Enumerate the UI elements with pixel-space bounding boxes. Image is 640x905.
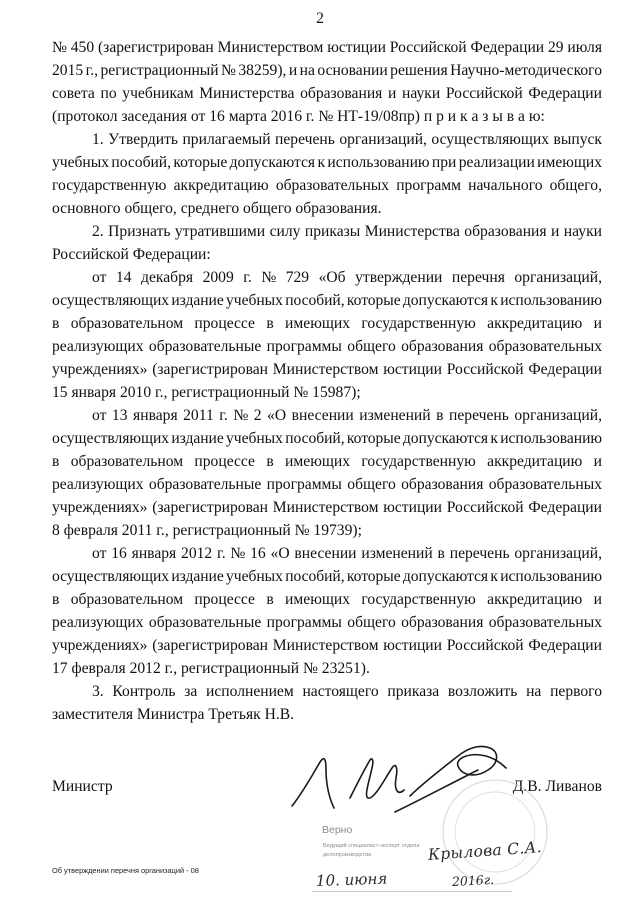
signature-stroke [350, 759, 404, 798]
repealed-order-line: 17 февраля 2012 г., регистрационный № 23251). [52, 660, 370, 677]
preamble-line: совета по учебникам Министерства образования и науки Российской Федерации [52, 85, 602, 102]
item-3-paragraph [52, 680, 602, 726]
preamble-line: (протокол заседания от 16 марта 2016 г. № НТ-19/08пр) п р и к а з ы в а ю: [52, 108, 545, 125]
repealed-order-line: осуществляющих издание учебных пособий, которые допускаются к использованию [52, 292, 602, 309]
item-2-line: Российской Федерации: [52, 246, 211, 263]
item-2-paragraph [52, 220, 602, 266]
signatory-role: Министр [52, 778, 113, 795]
item-1-line: государственную аккредитацию образовательных программ начального общего, [52, 177, 602, 194]
signatory-name: Д.В. Ливанов [512, 778, 602, 795]
signature-stroke [292, 759, 334, 808]
repealed-order-line: от 13 января 2011 г. № 2 «О внесении изменений в перечень организаций, [92, 407, 602, 424]
repealed-order-line: реализующих образовательные программы общего образования образовательных [52, 338, 602, 355]
item-1-line: учебных пособий, которые допускаются к использованию при реализации имеющих [52, 154, 602, 171]
stamp-date-underline [312, 891, 512, 892]
certification-stamp-line: Ведущий специалист-эксперт отдела [323, 843, 420, 849]
repealed-order-line: в образовательном процессе в имеющих государственную аккредитацию и [52, 453, 602, 470]
repealed-order-line: от 14 декабря 2009 г. № 729 «Об утверждении перечня организаций, [92, 269, 602, 286]
handwritten-certifier-name: Крылова С.А. [427, 838, 543, 864]
preamble-line: 2015 г., регистрационный № 38259), и на основании решения Научно-методического [52, 62, 602, 79]
item-1-line: основного общего, среднего общего образования. [52, 200, 382, 217]
preamble-paragraph [52, 36, 602, 128]
repealed-order-line: реализующих образовательные программы общего образования образовательных [52, 614, 602, 631]
repealed-order-line: учреждениях» (зарегистрирован Министерством юстиции Российской Федерации [52, 637, 602, 654]
repealed-order-1 [52, 266, 602, 404]
item-3-line: заместителя Министра Третьяк Н.В. [52, 706, 295, 723]
repealed-order-line: 8 февраля 2011 г., регистрационный № 19739); [52, 522, 362, 539]
item-3-line: 3. Контроль за исполнением настоящего приказа возложить на первого [92, 683, 602, 700]
signature-graphic [292, 746, 506, 812]
repealed-order-2 [52, 404, 602, 542]
certification-stamp-line: делопроизводства [323, 852, 372, 858]
repealed-order-line: учреждениях» (зарегистрирован Министерством юстиции Российской Федерации [52, 499, 602, 516]
repealed-order-line: учреждениях» (зарегистрирован Министерством юстиции Российской Федерации [52, 361, 602, 378]
repealed-order-line: от 16 января 2012 г. № 16 «О внесении изменений в перечень организаций, [92, 545, 602, 562]
item-2-line: 2. Признать утратившими силу приказы Министерства образования и науки [92, 223, 602, 240]
handwritten-date-day-month: 10. июня [315, 869, 388, 890]
repealed-order-line: 15 января 2010 г., регистрационный № 15987); [52, 384, 361, 401]
signature-stroke [410, 746, 506, 796]
document-body [52, 36, 602, 726]
signature-stroke [395, 770, 478, 812]
certification-stamp-title: Верно [322, 824, 353, 836]
item-1-paragraph [52, 128, 602, 220]
handwritten-date-year: 2016г. [451, 871, 495, 889]
repealed-order-line: осуществляющих издание учебных пособий, которые допускаются к использованию [52, 430, 602, 447]
preamble-line: № 450 (зарегистрирован Министерством юстиции Российской Федерации 29 июля [52, 39, 602, 56]
repealed-order-line: осуществляющих издание учебных пособий, которые допускаются к использованию [52, 568, 602, 585]
item-1-line: 1. Утвердить прилагаемый перечень организаций, осуществляющих выпуск [92, 131, 602, 148]
repealed-order-line: в образовательном процессе в имеющих государственную аккредитацию и [52, 315, 602, 332]
page-footer: Об утверждении перечня организаций - 08 [52, 866, 199, 875]
repealed-order-line: реализующих образовательные программы общего образования образовательных [52, 476, 602, 493]
repealed-order-3 [52, 542, 602, 680]
repealed-order-line: в образовательном процессе в имеющих государственную аккредитацию и [52, 591, 602, 608]
page-number: 2 [316, 10, 324, 27]
